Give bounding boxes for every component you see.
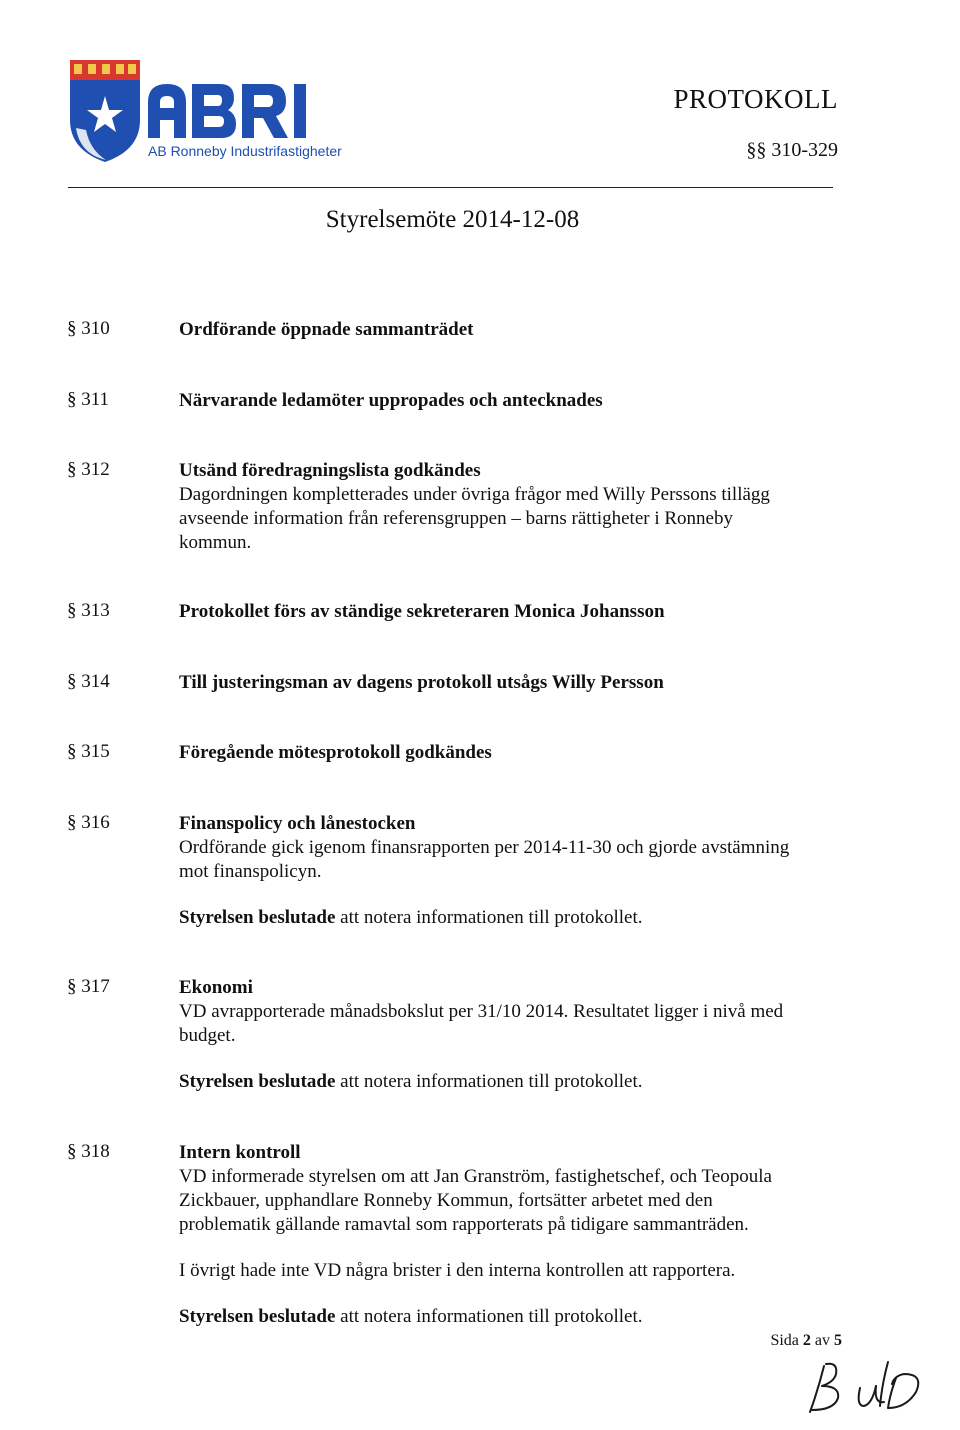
page-mid: av	[810, 1332, 834, 1349]
item-number: § 312	[67, 459, 110, 480]
handwritten-initials-icon	[804, 1354, 934, 1420]
item-heading: Ekonomi	[179, 977, 253, 998]
initials-signature	[804, 1354, 934, 1425]
item-number: § 311	[67, 389, 110, 410]
item-text-line: mot finanspolicyn.	[179, 861, 322, 882]
item-heading: Föregående mötesprotokoll godkändes	[179, 742, 492, 763]
decision-text: att notera informationen till protokollet.	[335, 907, 643, 928]
board-decision	[179, 906, 859, 930]
item-heading: Närvarande ledamöter uppropades och antecknades	[179, 390, 603, 411]
page-prefix: Sida	[770, 1332, 803, 1349]
decision-label: Styrelsen beslutade	[179, 1071, 336, 1092]
item-text-line: budget.	[179, 1025, 236, 1046]
page-number	[770, 1332, 842, 1350]
board-decision	[179, 1305, 859, 1329]
meeting-title: Styrelsemöte 2014-12-08	[325, 206, 580, 233]
page-current: 2	[802, 1332, 811, 1349]
item-heading: Protokollet förs av ständige sekreteraren Monica Johansson	[179, 601, 665, 622]
decision-label: Styrelsen beslutade	[179, 907, 336, 928]
item-text-line: problematik gällande ramavtal som rapporterats på tidigare sammanträden.	[179, 1214, 749, 1235]
item-number: § 313	[67, 600, 110, 621]
item-note: I övrigt hade inte VD några brister i den interna kontrollen att rapportera.	[179, 1260, 736, 1281]
item-text-line: VD avrapporterade månadsbokslut per 31/10 2014. Resultatet ligger i nivå med	[179, 1001, 784, 1022]
decision-text: att notera informationen till protokollet.	[335, 1071, 643, 1092]
item-heading: Ordförande öppnade sammanträdet	[179, 319, 474, 340]
decision-label: Styrelsen beslutade	[179, 1306, 336, 1327]
header-divider	[68, 187, 833, 188]
item-heading: Utsänd föredragningslista godkändes	[179, 460, 481, 481]
decision-text: att notera informationen till protokollet.	[335, 1306, 643, 1327]
item-text-line: kommun.	[179, 532, 252, 553]
item-text-line: Zickbauer, upphandlare Ronneby Kommun, fortsätter arbetet med den	[179, 1190, 713, 1211]
item-number: § 317	[67, 976, 110, 997]
item-number: § 314	[67, 671, 110, 692]
item-number: § 310	[67, 318, 110, 339]
item-heading: Finanspolicy och lånestocken	[179, 813, 416, 834]
paragraph-range: §§ 310-329	[746, 139, 838, 161]
item-heading: Intern kontroll	[179, 1142, 301, 1163]
item-text-line: VD informerade styrelsen om att Jan Granström, fastighetschef, och Teopoula	[179, 1166, 772, 1187]
item-heading: Till justeringsman av dagens protokoll utsågs Willy Persson	[179, 672, 664, 693]
board-decision	[179, 1070, 859, 1094]
item-text-line: avseende information från referensgruppen – barns rättigheter i Ronneby	[179, 508, 733, 529]
item-number: § 316	[67, 812, 110, 833]
document-type: PROTOKOLL	[673, 84, 838, 114]
page-total: 5	[834, 1332, 842, 1349]
item-text-line: Ordförande gick igenom finansrapporten per 2014-11-30 och gjorde avstämning	[179, 837, 790, 858]
company-logo	[66, 58, 356, 168]
item-number: § 318	[67, 1141, 110, 1162]
item-number: § 315	[67, 741, 110, 762]
logo-subtitle: AB Ronneby Industrifastigheter	[148, 143, 342, 159]
item-text-line: Dagordningen kompletterades under övriga frågor med Willy Perssons tillägg	[179, 484, 770, 505]
